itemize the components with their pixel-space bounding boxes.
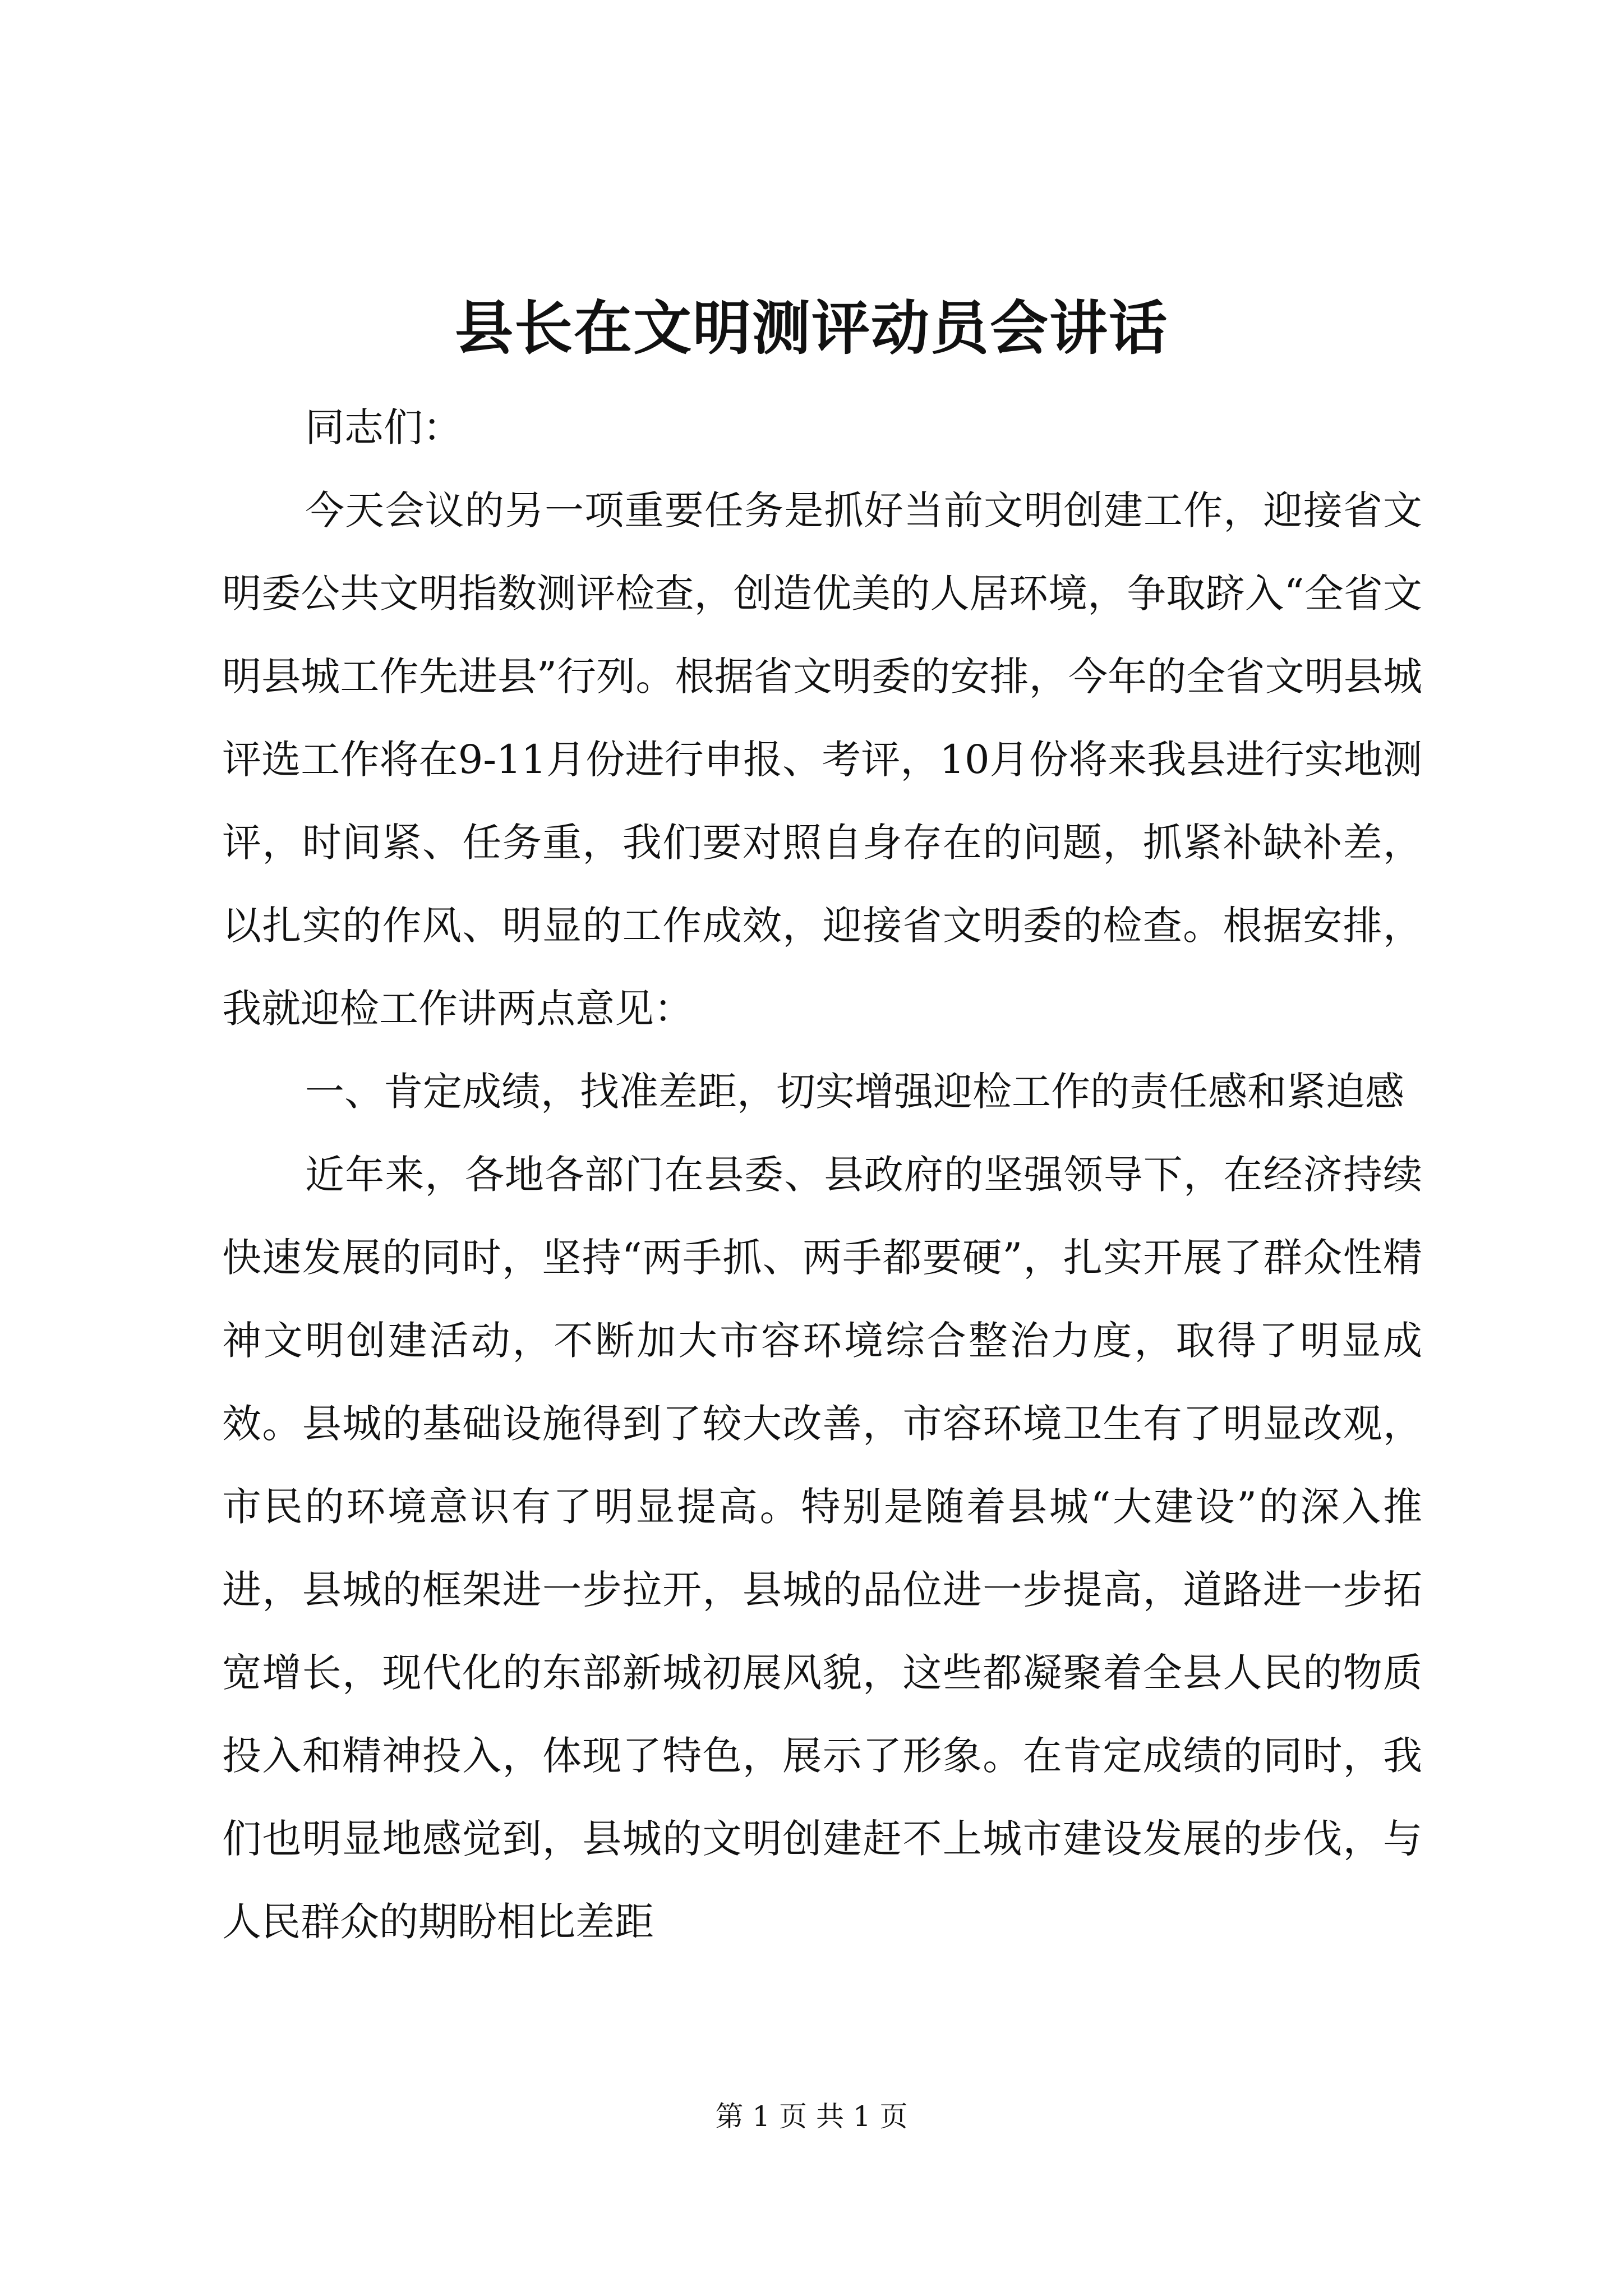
body-paragraph: 近年来，各地各部门在县委、县政府的坚强领导下，在经济持续快速发展的同时，坚持“两手抓、两手都要硬”，扎实开展了群众性精神文明创建活动，不断加大市容环境综合整治力度，取得了明显成效。县城的基础设施得到了较大改善，市容环境卫生有了明显改观，市民的环境意识有了明显提高。特别是随着县城“大建设”的深入推进，县城的框架进一步拉开，县城的品位进一步提高，道路进一步拓宽增长，现代化的东部新城初展风貌，这些都凝聚着全县人民的物质投入和精神投入，体现了特色，展示了形象。在肯定成绩的同时，我们也明显地感觉到，县城的文明创建赶不上城市建设发展的步伐，与人民群众的期盼相比差距	[222, 1152, 1422, 1945]
section-heading-1: 一、肯定成绩，找准差距，切实增强迎检工作的责任感和紧迫感	[305, 1069, 1404, 1115]
intro-paragraph: 今天会议的另一项重要任务是抓好当前文明创建工作，迎接省文明委公共文明指数测评检查，创造优美的人居环境，争取跻入“全省文明县城工作先进县”行列。根据省文明委的安排，今年的全省文明县城评选工作将在9-11月份进行申报、考评，10月份将来我县进行实地测评，时间紧、任务重，我们要对照自身存在的问题，抓紧补缺补差，以扎实的作风、明显的工作成效，迎接省文明委的检查。根据安排，我就迎检工作讲两点意见：	[222, 487, 1422, 1032]
document-body	[222, 386, 1422, 1963]
document-title: 县长在文明测评动员会讲话	[454, 294, 1168, 362]
page-footer: 第 1 页 共 1 页	[715, 2100, 908, 2133]
salutation-paragraph: 同志们：	[305, 404, 462, 450]
